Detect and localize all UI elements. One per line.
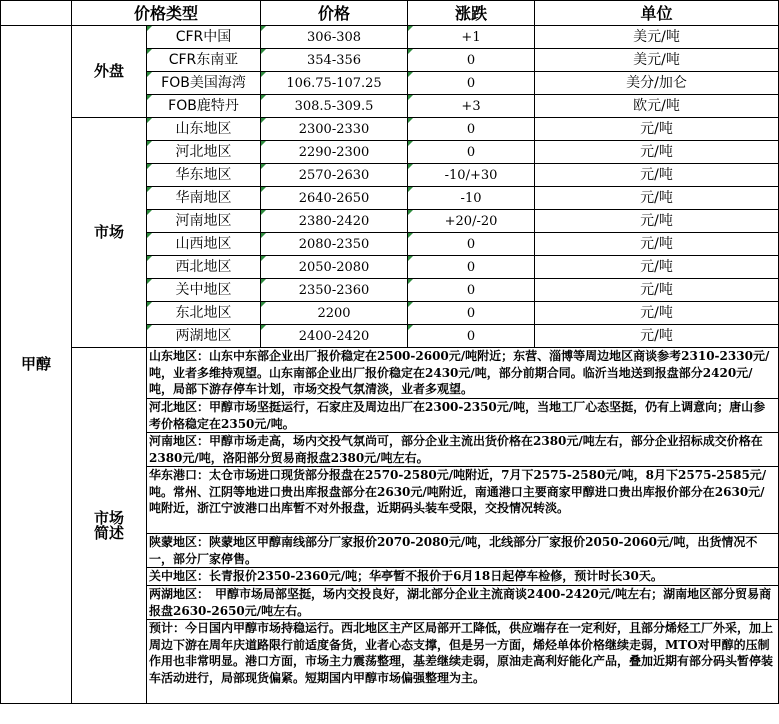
market-row-price: 2640-2650 [261, 187, 408, 210]
outer-row-unit: 欧元/吨 [535, 95, 779, 118]
outer-row-unit: 美元/吨 [535, 26, 779, 49]
summary-note: 山东地区：山东中东部企业出厂报价稳定在2500-2600元/吨附近；东营、淄博等周边地区商谈参考2310-2330元/吨，业者多维持观望。山东南部企业出厂报价稳定在2430元/吨，部分前期合同。临沂当地送到报盘部分2420元/吨，局部下游存停车计划，市场交投气氛清淡，业者多观望。 [147, 348, 779, 399]
header-price-type: 价格类型 [72, 1, 261, 26]
market-row-price: 2080-2350 [261, 233, 408, 256]
outer-row-price: 106.75-107.25 [261, 72, 408, 95]
market-row-name: 山东地区 [147, 118, 261, 141]
outer-row [1, 26, 779, 49]
summary-label-line2: 简述 [93, 523, 124, 542]
market-row-price: 2050-2080 [261, 256, 408, 279]
summary-note: 预计：今日国内甲醇市场持稳运行。西北地区主产区局部开工降低，供应端存在一定利好，且部分烯烃工厂外采，加上周边下游在周年庆道路限行前适度备货，业者心态支撑，但是另一方面，烯烃单体价格继续走弱，MTO对甲醇的压制作用也非常明显。港口方面，市场主力震荡整理，基差继续走弱，原油走高利好能化产品，叠加近期有部分码头暂停装车活动进行，局部现货偏紧。短期国内甲醇市场偏强整理为主。 [147, 620, 779, 704]
market-row-change: 0 [408, 279, 535, 302]
summary-note: 陕蒙地区：陕蒙地区甲醇南线部分厂家报价2070-2080元/吨，北线部分厂家报价2050-2060元/吨，出货情况不一，部分厂家停售。 [147, 534, 779, 568]
market-row-price: 2300-2330 [261, 118, 408, 141]
market-row-unit: 元/吨 [535, 233, 779, 256]
market-row-name: 河北地区 [147, 141, 261, 164]
market-row-change: 0 [408, 118, 535, 141]
market-row-change: -10/+30 [408, 164, 535, 187]
market-row-unit: 元/吨 [535, 325, 779, 348]
summary-note: 华东港口：太仓市场进口现货部分报盘在2570-2580元/吨附近，7月下2575-2580元/吨，8月下2575-2585元/吨。常州、江阴等地进口贵出库报盘部分在2630元/吨附近，南通港口主要商家甲醇进口贵出库报价部分在2630元/吨附近，浙江宁波港口出库暂不对外报盘，近期码头装车受限，交投情况转淡。 [147, 467, 779, 534]
summary-label [72, 348, 147, 704]
summary-note: 两湖地区： 甲醇市场局部坚挺，场内交投良好，湖北部分企业主流商谈2400-2420元/吨左右；湖南地区部分贸易商报盘2630-2650元/吨左右。 [147, 586, 779, 620]
market-row-name: 两湖地区 [147, 325, 261, 348]
market-row-change: 0 [408, 141, 535, 164]
summary-label-line1: 市场 [93, 508, 124, 527]
outer-row-name: CFR东南亚 [147, 49, 261, 72]
summary-note: 河南地区：甲醇市场走高，场内交投气氛尚可，部分企业主流出货价格在2380元/吨左右，部分企业招标成交价格在2380元/吨，洛阳部分贸易商报盘2380元/吨左右。 [147, 433, 779, 467]
market-row-price: 2380-2420 [261, 210, 408, 233]
summary-note: 关中地区：长青报价2350-2360元/吨；华亭暂不报价于6月18日起停车检修，预计时长30天。 [147, 568, 779, 586]
outer-row-change: +1 [408, 26, 535, 49]
market-row-change: 0 [408, 233, 535, 256]
market-row-unit: 元/吨 [535, 302, 779, 325]
market-row-name: 华东地区 [147, 164, 261, 187]
market-row-unit: 元/吨 [535, 164, 779, 187]
outer-row-change: 0 [408, 72, 535, 95]
outer-row-price: 306-308 [261, 26, 408, 49]
summary-note: 河北地区：甲醇市场坚挺运行，石家庄及周边出厂在2300-2350元/吨，当地工厂心态坚挺，仍有上调意向；唐山参考价格稳定在2350元/吨。 [147, 399, 779, 433]
market-row-price: 2290-2300 [261, 141, 408, 164]
outer-row-name: FOB美国海湾 [147, 72, 261, 95]
market-row-price: 2200 [261, 302, 408, 325]
market-row-name: 华南地区 [147, 187, 261, 210]
market-row-change: -10 [408, 187, 535, 210]
outer-market-label: 外盘 [72, 26, 147, 118]
market-row-price: 2570-2630 [261, 164, 408, 187]
outer-row-change: 0 [408, 49, 535, 72]
market-row-name: 西北地区 [147, 256, 261, 279]
market-row [1, 118, 779, 141]
market-row-change: 0 [408, 302, 535, 325]
domestic-market-label: 市场 [72, 118, 147, 348]
outer-row-name: CFR中国 [147, 26, 261, 49]
market-row-change: 0 [408, 256, 535, 279]
market-row-name: 东北地区 [147, 302, 261, 325]
product-name: 甲醇 [1, 26, 72, 704]
market-row-change: +20/-20 [408, 210, 535, 233]
market-row-unit: 元/吨 [535, 256, 779, 279]
market-row-name: 关中地区 [147, 279, 261, 302]
summary-row [1, 348, 779, 399]
outer-row-unit: 美元/吨 [535, 49, 779, 72]
header-change: 涨跌 [408, 1, 535, 26]
market-row-change: 0 [408, 325, 535, 348]
header-row [1, 1, 779, 26]
market-row-unit: 元/吨 [535, 210, 779, 233]
outer-row-name: FOB鹿特丹 [147, 95, 261, 118]
market-row-unit: 元/吨 [535, 118, 779, 141]
market-row-price: 2350-2360 [261, 279, 408, 302]
market-row-unit: 元/吨 [535, 279, 779, 302]
market-row-unit: 元/吨 [535, 141, 779, 164]
outer-row-unit: 美分/加仑 [535, 72, 779, 95]
header-price: 价格 [261, 1, 408, 26]
header-unit: 单位 [535, 1, 779, 26]
market-row-name: 河南地区 [147, 210, 261, 233]
market-row-unit: 元/吨 [535, 187, 779, 210]
outer-row-price: 308.5-309.5 [261, 95, 408, 118]
outer-row-change: +3 [408, 95, 535, 118]
market-row-price: 2400-2420 [261, 325, 408, 348]
market-row-name: 山西地区 [147, 233, 261, 256]
outer-row-price: 354-356 [261, 49, 408, 72]
